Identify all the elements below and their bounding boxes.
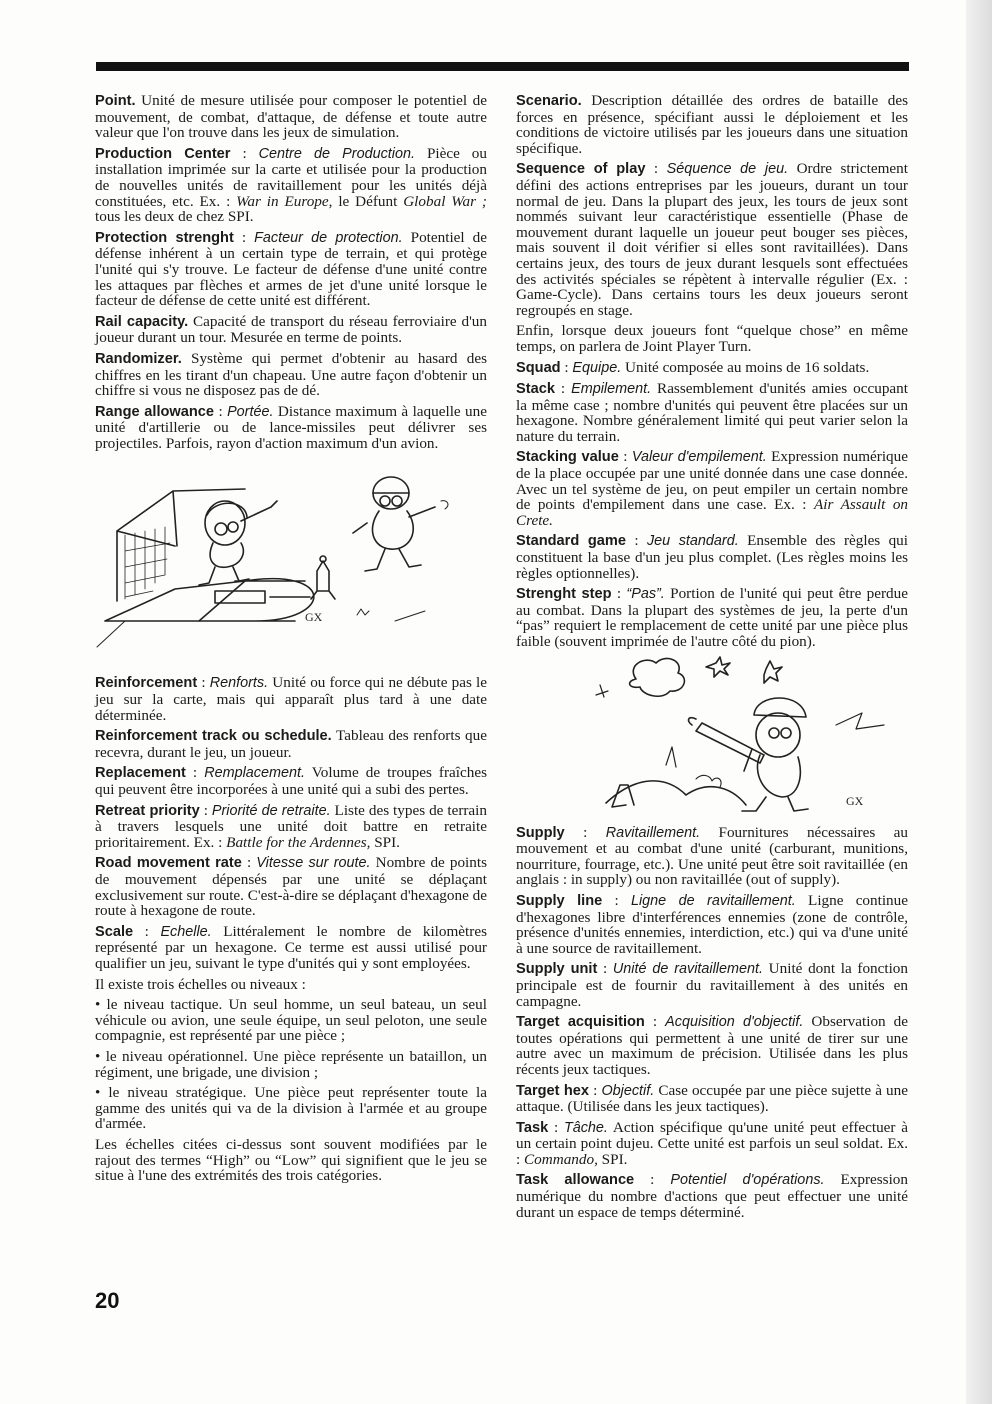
entry-example-title: War in Europe, xyxy=(236,192,333,210)
scale-bullet-item: • le niveau tactique. Un seul homme, un seul bateau, un seul véhicule ou avion, une seule équipe, un seul peloton, une seule compagnie, est représenté par une pièce ; xyxy=(95,996,487,1045)
glossary-entry xyxy=(516,586,908,649)
entry-term: Supply unit xyxy=(516,961,598,978)
entry-definition: Action spécifique qu'une unité peut effectuer à un certain point dujeu. Cette unité est parfois un seul soldat. Ex. : xyxy=(516,1118,908,1168)
entry-definition: Ordre strictement défini des actions entreprises par les joueurs, durant un tour normal de jeu. Dans la plupart des jeux, les tours de jeux sont nommés suivant leur caractéristique essentielle (Phase de mouvement durant laquelle un joueur peut bouger ses pièces, mais souvent il doit vérifier si elles sont ravitaillées). Dans certains jeux, des tours de jeux durant lesquels sont effectuées des activités spéciales se répètent à intervalle régulier (Ex. : Game-Cycle). Dans certains tours les deux joueurs seront regroupés en stage. xyxy=(516,160,908,319)
entry-separator: : xyxy=(241,854,257,872)
cartoon-soldier-illustration xyxy=(516,655,908,815)
entry-definition: Observation de toutes opérations qui permettent à une unité de tirer sur une autre avec un maximum de précision. Utilisée dans les plus récents jeux tactiques. xyxy=(516,1013,909,1078)
left-illustration-signature: GX xyxy=(305,610,323,625)
right-illustration-signature: GX xyxy=(846,793,864,808)
entry-translation: “Pas”. xyxy=(626,586,665,603)
glossary-entry xyxy=(516,381,908,444)
glossary-entry xyxy=(516,533,908,581)
entry-definition: Case occupée par une pièce sujette à une attaque. (Utilisée dans les jeux tactiques). xyxy=(516,1081,908,1116)
enfin-paragraph: Enfin, lorsque deux joueurs font “quelque chose” en même temps, on parlera de Joint Player Turn. xyxy=(516,322,908,355)
entry-translation: Empilement. xyxy=(571,381,652,398)
entry-definition: Volume de troupes fraîches qui peuvent être incorporées à une unité qui a subi des pertes. xyxy=(95,764,487,799)
glossary-entry xyxy=(516,1120,908,1168)
entry-definition: Ligne continue d'hexagones libre d'interférences ennemies (zone de contrôle, présence d'unités ennemies, interdiction, etc.) qui va d'une unité à une source de ravitaillement. xyxy=(516,891,908,957)
entry-separator: : xyxy=(197,674,210,692)
entry-translation: Echelle. xyxy=(160,923,212,940)
glossary-entry xyxy=(516,93,908,156)
entry-separator: : xyxy=(644,1013,666,1031)
entry-separator: : xyxy=(602,891,631,909)
glossary-entry xyxy=(95,728,487,760)
glossary-entry xyxy=(516,449,908,528)
header-rule xyxy=(96,62,909,71)
entry-definition: Ensemble des règles qui constituent la base d'un jeu plus complet. (Les règles moins les règles optionnelles). xyxy=(516,532,908,582)
scale-bullets xyxy=(95,997,487,1132)
right-column xyxy=(516,93,908,1225)
entry-definition: Pièce ou installation imprimée sur la carte et utilisée pour la production de nouvelles unités de ravitaillement pour les unités déjà constituées, etc. Ex. : xyxy=(95,144,487,210)
entry-separator: : xyxy=(185,764,205,782)
entry-term: Production Center xyxy=(95,145,231,162)
entry-definition-cont: tous les deux de chez SPI. xyxy=(95,208,254,226)
right-entries-mid xyxy=(516,360,908,650)
right-entries-bottom xyxy=(516,825,908,1221)
entry-translation: Séquence de jeu. xyxy=(666,161,789,178)
entry-separator: : xyxy=(554,380,572,398)
entry-translation: Tâche. xyxy=(563,1119,608,1136)
entry-translation: Unité de ravitaillement. xyxy=(612,961,764,978)
entry-example-title: Commando, xyxy=(524,1150,598,1168)
entry-term: Target acquisition xyxy=(516,1014,645,1031)
glossary-entry xyxy=(516,1172,908,1220)
glossary-entry xyxy=(95,314,487,346)
entry-separator: : xyxy=(214,402,228,420)
entry-term: Range allowance xyxy=(95,403,215,420)
entry-translation: Renforts. xyxy=(209,675,269,692)
entry-term: Reinforcement xyxy=(95,675,198,692)
entry-translation: Priorité de retraite. xyxy=(211,802,331,819)
entry-term: Scale xyxy=(95,923,134,940)
glossary-entry xyxy=(95,803,487,851)
entry-translation: Equipe. xyxy=(572,359,622,376)
entry-separator: : xyxy=(233,228,255,246)
entry-separator: : xyxy=(564,823,606,841)
entry-term: Supply xyxy=(516,824,565,841)
left-column xyxy=(95,93,487,1189)
entry-term: Task xyxy=(516,1119,549,1136)
entry-term: Replacement xyxy=(95,765,186,782)
glossary-entry xyxy=(95,765,487,797)
entry-term: Task allowance xyxy=(516,1172,635,1189)
glossary-entry xyxy=(95,146,487,225)
entry-term: Sequence of play xyxy=(516,161,646,178)
entry-definition: Expression numérique de la place occupée par une unité donnée dans une case donnée. Avec un tel système de jeu, on peut empiler un certain nombre de points d'empilement dans une case. Ex. : xyxy=(516,448,908,514)
entry-separator: : xyxy=(133,922,161,940)
entry-term: Standard game xyxy=(516,533,626,550)
glossary-entry xyxy=(95,230,487,309)
entry-term: Supply line xyxy=(516,892,603,909)
glossary-entry xyxy=(516,1014,908,1077)
entry-term: Rail capacity. xyxy=(95,313,189,330)
entry-translation: Objectif. xyxy=(601,1082,655,1099)
entry-term: Road movement rate xyxy=(95,855,242,872)
entry-separator: : xyxy=(589,1081,602,1099)
entry-definition: Unité composée au moins de 16 soldats. xyxy=(621,358,870,376)
entry-separator: : xyxy=(645,160,667,178)
entry-translation: Valeur d'empilement. xyxy=(631,449,767,466)
entry-example-title: Battle for the Ardennes, xyxy=(226,833,371,851)
glossary-entry xyxy=(516,893,908,956)
entry-translation: Jeu standard. xyxy=(646,533,739,550)
entry-definition: Unité ou force qui ne débute pas le jeu sur la carte, mais qui apparaît plus tard à une date déterminée. xyxy=(95,674,487,724)
entry-term: Squad xyxy=(516,359,561,376)
entry-example-title: Air Assault on Crete. xyxy=(516,496,909,529)
glossary-entry xyxy=(516,961,908,1009)
entry-translation: Portée. xyxy=(227,403,274,420)
entry-definition: Description détaillée des ordres de bataille des forces en présence, spécifiant aussi le déploiement et les conditions de victoire utilisés par les joueurs dans une situation spécifique. xyxy=(516,92,908,157)
entry-term: Reinforcement track ou schedule. xyxy=(95,728,332,745)
entry-definition: Portion de l'unité qui peut être perdue au combat. Dans la plupart des systèmes de jeu, la perte d'un “pas” requiert le remplacement de cette unité par une pièce plus faible (souvent imprimée de l'autre côté du pion). xyxy=(516,585,908,650)
entry-definition-cont: le Défunt xyxy=(332,192,404,210)
entry-separator: : xyxy=(199,801,212,819)
glossary-entry xyxy=(95,924,487,972)
left-entries-bottom xyxy=(95,675,487,971)
entry-definition-cont: SPI. xyxy=(597,1150,628,1168)
page-edge-shadow xyxy=(966,0,992,1404)
scale-bullet-item: • le niveau opérationnel. Une pièce représente un bataillon, un régiment, une brigade, une division ; xyxy=(95,1047,487,1081)
glossary-entry xyxy=(95,675,487,723)
entry-term: Stacking value xyxy=(516,449,619,466)
entry-separator: : xyxy=(560,358,573,376)
entry-translation: Vitesse sur route. xyxy=(256,855,371,872)
entry-definition: Potentiel de défense inhérent à un certain type de terrain, et qui protège l'unité qui s'y trouve. Le facteur de défense d'une unité contre les attaques par flèches et armes de jet d'une unité lorsque le facteur de défense de cette unité est différent. xyxy=(95,228,487,310)
entry-separator: : xyxy=(597,960,613,978)
entry-separator: : xyxy=(611,585,627,603)
entry-translation: Acquisition d'objectif. xyxy=(665,1014,804,1031)
entry-translation: Centre de Production. xyxy=(258,145,415,162)
scale-intro: Il existe trois échelles ou niveaux : xyxy=(95,975,306,993)
entry-definition: Rassemblement d'unités amies occupant la même case ; nombre d'unités qui peuvent être placées sur un hexagone. Nombre généralement limité qui peut varier selon la nature du terrain. xyxy=(516,380,908,445)
entry-definition: Liste des types de terrain à travers lesquels une unité doit battre en retraite prioritairement. Ex. : xyxy=(95,801,487,851)
entry-translation: Facteur de protection. xyxy=(254,229,403,246)
entry-term: Randomizer. xyxy=(95,350,182,367)
entry-term: Retreat priority xyxy=(95,802,200,819)
entry-definition: Capacité de transport du réseau ferroviaire d'un joueur durant un tour. Mesurée en terme de points. xyxy=(95,312,487,347)
entry-definition: Unité de mesure utilisée pour composer le potentiel de mouvement, de combat, d'attaque, de défense et toute autre valeur que l'on trouve dans les jeux de simulation. xyxy=(95,92,487,142)
entry-definition: Distance maximum à laquelle une unité d'artillerie ou de lance-missiles peut délivrer ses projectiles. Parfois, rayon d'action maximum d'un avion. xyxy=(95,402,487,452)
glossary-entry xyxy=(516,161,908,318)
entry-definition-cont: SPI. xyxy=(370,833,400,851)
entry-definition: Expression numérique du nombre d'actions que peut effectuer une unité durant un espace de temps déterminé. xyxy=(516,1171,908,1221)
entry-definition: Nombre de points de mouvement dépensés par une unité se déplaçant exclusivement sur route. C'est-à-dire se déplaçant d'hexagone de route à hexagone de route. xyxy=(95,854,487,920)
scale-bullet-item: • le niveau stratégique. Une pièce peut représenter toute la gamme des unités qui va de la division à l'armée et au groupe d'armée. xyxy=(95,1084,487,1133)
entry-term: Scenario. xyxy=(516,93,582,109)
entry-definition: Système qui permet d'obtenir au hasard des chiffres en les tirant d'un chapeau. Une autre façon d'obtenir un chiffre si vous ne disposez pas de dé. xyxy=(95,349,487,400)
entry-definition: Littéralement le nombre de kilomètres représenté par un hexagone. Ce terme est aussi utilisé pour qualifier un jeu, suivant le type d'unités qui y sont employées. xyxy=(95,922,487,972)
entry-separator: : xyxy=(626,532,647,550)
entry-translation: Remplacement. xyxy=(204,765,305,782)
glossary-entry xyxy=(516,825,908,888)
cartoon-goal-illustration xyxy=(95,471,487,649)
entry-term: Point. xyxy=(95,93,136,109)
left-entries-top xyxy=(95,93,487,451)
entry-separator: : xyxy=(230,144,259,162)
entry-term: Strenght step xyxy=(516,586,612,603)
right-entries-top xyxy=(516,93,908,318)
scale-outro: Les échelles citées ci-dessus sont souvent modifiées par le rajout des termes “High” ou “Low” qui signifient que le jeu se situe à l'une des extrémités des trois catégories. xyxy=(95,1135,487,1185)
entry-term: Target hex xyxy=(516,1082,590,1099)
entry-translation: Ligne de ravitaillement. xyxy=(630,892,796,909)
glossary-entry xyxy=(95,351,487,399)
entry-example-title: Global War ; xyxy=(403,192,487,210)
entry-term: Stack xyxy=(516,381,555,398)
entry-definition: Unité dont la fonction principale est de fournir du ravitaillement à des unités en campagne. xyxy=(516,960,908,1010)
glossary-entry xyxy=(95,93,487,141)
entry-term: Protection strenght xyxy=(95,229,234,246)
entry-translation: Potentiel d'opérations. xyxy=(670,1172,825,1189)
entry-definition: Tableau des renforts que recevra, durant le jeu, un joueur. xyxy=(95,727,487,761)
glossary-entry xyxy=(95,404,487,452)
page-number: 20 xyxy=(95,1288,120,1313)
glossary-entry xyxy=(516,360,908,377)
entry-separator: : xyxy=(618,448,632,466)
glossary-entry xyxy=(95,855,487,918)
entry-separator: : xyxy=(548,1118,564,1136)
entry-translation: Ravitaillement. xyxy=(605,824,701,841)
entry-definition: Fournitures nécessaires au mouvement et au combat d'une unité (carburant, munitions, nourriture, fourrage, etc.). Une unité peut être soit ravitaillée (en anglais : in supply) ou non ravitaillée (out of supply). xyxy=(516,823,908,889)
glossary-entry xyxy=(516,1083,908,1115)
entry-separator: : xyxy=(634,1171,671,1189)
